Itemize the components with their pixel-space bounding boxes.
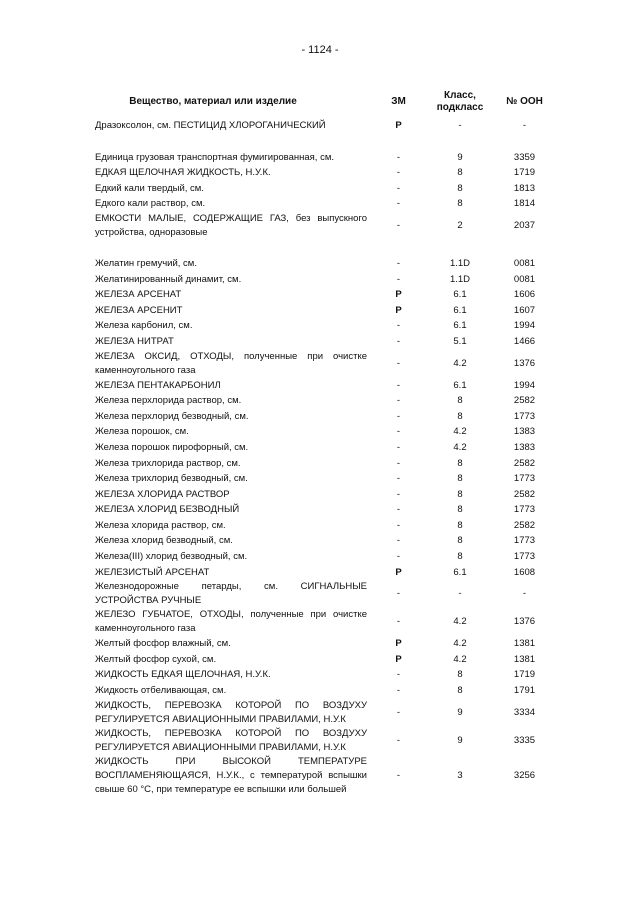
un-number-cell: 1376 bbox=[513, 616, 536, 628]
class-cell: 9 bbox=[457, 734, 463, 746]
un-number-cell: 3256 bbox=[513, 769, 536, 781]
substance-name-cell: Железа трихлорида раствор, см. bbox=[95, 457, 241, 469]
un-number-cell: 1466 bbox=[513, 335, 536, 347]
dangerous-goods-table bbox=[95, 86, 555, 797]
header-marine-pollutant: ЗМ bbox=[391, 96, 406, 107]
substance-name-cell: Железа перхлорида раствор, см. bbox=[95, 395, 242, 407]
table-row bbox=[95, 424, 555, 440]
class-cell: 8 bbox=[457, 167, 463, 179]
class-cell: 8 bbox=[457, 410, 463, 422]
class-cell: 8 bbox=[457, 395, 463, 407]
table-row bbox=[95, 667, 555, 683]
un-number-cell: 1376 bbox=[513, 357, 536, 369]
un-number-cell: 1773 bbox=[513, 473, 536, 485]
substance-name-cell: ЖЕЛЕЗА ХЛОРИД БЕЗВОДНЫЙ bbox=[95, 504, 240, 516]
un-number-cell: 1994 bbox=[513, 320, 536, 332]
un-number-cell: 1719 bbox=[513, 669, 536, 681]
substance-name-cell: Железа трихлорид безводный, см. bbox=[95, 473, 248, 485]
marine-pollutant-cell: - bbox=[396, 441, 401, 453]
class-cell: 9 bbox=[457, 706, 463, 718]
class-cell: 4.2 bbox=[453, 426, 467, 438]
class-cell: 4.2 bbox=[453, 638, 467, 650]
table-row bbox=[95, 318, 555, 334]
marine-pollutant-cell: - bbox=[396, 410, 401, 422]
table-row bbox=[95, 118, 555, 134]
un-number-cell: 2037 bbox=[513, 220, 536, 232]
un-number-cell: 3359 bbox=[513, 151, 536, 163]
un-number-cell: 2582 bbox=[513, 395, 536, 407]
table-row bbox=[95, 565, 555, 581]
table-row bbox=[95, 150, 555, 166]
marine-pollutant-cell: P bbox=[395, 304, 402, 316]
table-body bbox=[95, 118, 555, 797]
class-cell: 6.1 bbox=[453, 304, 467, 316]
marine-pollutant-cell: - bbox=[396, 198, 401, 210]
class-cell: 1.1D bbox=[449, 273, 471, 285]
marine-pollutant-cell: - bbox=[396, 473, 401, 485]
substance-name-cell: ЖЕЛЕЗА АРСЕНАТ bbox=[95, 289, 182, 301]
class-cell: 8 bbox=[457, 488, 463, 500]
class-cell: 8 bbox=[457, 519, 463, 531]
un-number-cell: 1773 bbox=[513, 410, 536, 422]
header-class: Класс, подкласс bbox=[436, 90, 484, 113]
substance-name-cell: Жидкость отбеливающая, см. bbox=[95, 685, 227, 697]
marine-pollutant-cell: - bbox=[396, 706, 401, 718]
un-number-cell: 1814 bbox=[513, 198, 536, 210]
substance-name-cell: Желтый фосфор сухой, см. bbox=[95, 653, 217, 665]
substance-name-cell: Дразоксолон, см. ПЕСТИЦИД ХЛОРОГАНИЧЕСКИЙ bbox=[95, 120, 326, 131]
un-number-cell: 1606 bbox=[513, 289, 536, 301]
un-number-cell: 1813 bbox=[513, 182, 536, 194]
un-number-cell: 1381 bbox=[513, 638, 536, 650]
table-row bbox=[95, 287, 555, 303]
substance-name-cell: Желтый фосфор влажный, см. bbox=[95, 638, 231, 650]
class-cell: 8 bbox=[457, 551, 463, 563]
table-row bbox=[95, 755, 555, 797]
marine-pollutant-cell: - bbox=[396, 357, 401, 369]
substance-name-cell: Железа(III) хлорид безводный, см. bbox=[95, 551, 248, 563]
substance-name-cell: Железа перхлорид безводный, см. bbox=[95, 410, 249, 422]
page-number: - 1124 - bbox=[301, 44, 339, 56]
marine-pollutant-cell: - bbox=[396, 167, 401, 179]
marine-pollutant-cell: - bbox=[396, 151, 401, 163]
table-spacer-row bbox=[95, 134, 555, 150]
un-number-cell: 2582 bbox=[513, 519, 536, 531]
table-row bbox=[95, 440, 555, 456]
header-un-number: № ООН bbox=[506, 96, 543, 107]
un-number-cell: 2582 bbox=[513, 457, 536, 469]
table-row bbox=[95, 549, 555, 565]
table-row bbox=[95, 502, 555, 518]
class-cell: 8 bbox=[457, 198, 463, 210]
class-cell: 3 bbox=[457, 769, 463, 781]
class-cell: 6.1 bbox=[453, 289, 467, 301]
un-number-cell: - bbox=[522, 588, 527, 600]
table-row bbox=[95, 181, 555, 197]
table-row bbox=[95, 699, 555, 727]
un-number-cell: 1383 bbox=[513, 441, 536, 453]
table-row bbox=[95, 471, 555, 487]
spacer-cell bbox=[95, 240, 555, 256]
marine-pollutant-cell: - bbox=[396, 488, 401, 500]
table-row bbox=[95, 272, 555, 288]
substance-name-cell: Едкого кали раствор, см. bbox=[95, 198, 206, 210]
table-row bbox=[95, 334, 555, 350]
marine-pollutant-cell: - bbox=[396, 220, 401, 232]
class-cell: 6.1 bbox=[453, 379, 467, 391]
table-row bbox=[95, 533, 555, 549]
class-cell: 8 bbox=[457, 685, 463, 697]
marine-pollutant-cell: - bbox=[396, 182, 401, 194]
un-number-cell: 2582 bbox=[513, 488, 536, 500]
table-row bbox=[95, 256, 555, 272]
class-cell: 5.1 bbox=[453, 335, 467, 347]
substance-name-cell: ЖИДКОСТЬ ЕДКАЯ ЩЕЛОЧНАЯ, Н.У.К. bbox=[95, 669, 271, 681]
marine-pollutant-cell: - bbox=[396, 535, 401, 547]
un-number-cell: 1773 bbox=[513, 551, 536, 563]
table-row bbox=[95, 409, 555, 425]
substance-name-cell: ЕМКОСТИ МАЛЫЕ, СОДЕРЖАЩИЕ ГАЗ, без выпускного устройства, одноразовые bbox=[95, 212, 370, 238]
substance-name-cell: ЖЕЛЕЗА ХЛОРИДА РАСТВОР bbox=[95, 488, 230, 500]
marine-pollutant-cell: - bbox=[396, 426, 401, 438]
table-row bbox=[95, 580, 555, 608]
un-number-cell: 3335 bbox=[513, 734, 536, 746]
marine-pollutant-cell: - bbox=[396, 320, 401, 332]
marine-pollutant-cell: - bbox=[396, 551, 401, 563]
un-number-cell: 1773 bbox=[513, 504, 536, 516]
substance-name-cell: Железнодорожные петарды, см. СИГНАЛЬНЫЕ УСТРОЙСТВА РУЧНЫЕ bbox=[95, 581, 370, 607]
marine-pollutant-cell: - bbox=[396, 769, 401, 781]
class-cell: 6.1 bbox=[453, 566, 467, 578]
un-number-cell: 1994 bbox=[513, 379, 536, 391]
class-cell: 4.2 bbox=[453, 616, 467, 628]
substance-name-cell: ЖИДКОСТЬ, ПЕРЕВОЗКА КОТОРОЙ ПО ВОЗДУХУ РЕГУЛИРУЕТСЯ АВИАЦИОННЫМИ ПРАВИЛАМИ, Н.У.К bbox=[95, 727, 370, 753]
table-row bbox=[95, 196, 555, 212]
substance-name-cell: ЖЕЛЕЗА ПЕНТАКАРБОНИЛ bbox=[95, 379, 221, 391]
substance-name-cell: Желатин гремучий, см. bbox=[95, 257, 197, 269]
header-substance: Вещество, материал или изделие bbox=[129, 96, 297, 107]
table-header-row bbox=[95, 86, 555, 118]
marine-pollutant-cell: - bbox=[396, 504, 401, 516]
marine-pollutant-cell: P bbox=[395, 653, 402, 665]
class-cell: 9 bbox=[457, 151, 463, 163]
marine-pollutant-cell: - bbox=[396, 734, 401, 746]
table-row bbox=[95, 727, 555, 755]
un-number-cell: 1773 bbox=[513, 535, 536, 547]
un-number-cell: 0081 bbox=[513, 273, 536, 285]
marine-pollutant-cell: - bbox=[396, 335, 401, 347]
substance-name-cell: ЖЕЛЕЗА НИТРАТ bbox=[95, 335, 174, 347]
class-cell: 4.2 bbox=[453, 441, 467, 453]
un-number-cell: 1383 bbox=[513, 426, 536, 438]
substance-name-cell: ЖИДКОСТЬ ПРИ ВЫСОКОЙ ТЕМПЕРАТУРЕ ВОСПЛАМЕНЯЮЩАЯСЯ, Н.У.К., с температурой вспышки свыше 60 °С, при температуре ее вспышки или большей bbox=[95, 755, 370, 795]
substance-name-cell: Железа карбонил, см. bbox=[95, 320, 193, 332]
table-row bbox=[95, 303, 555, 319]
class-cell: 1.1D bbox=[449, 257, 471, 269]
marine-pollutant-cell: P bbox=[395, 120, 402, 131]
un-number-cell: 3334 bbox=[513, 706, 536, 718]
marine-pollutant-cell: - bbox=[396, 273, 401, 285]
un-number-cell: 1719 bbox=[513, 167, 536, 179]
table-row bbox=[95, 652, 555, 668]
marine-pollutant-cell: P bbox=[395, 638, 402, 650]
substance-name-cell: Железа порошок пирофорный, см. bbox=[95, 441, 249, 453]
marine-pollutant-cell: - bbox=[396, 257, 401, 269]
spacer-cell bbox=[95, 134, 555, 150]
table-row bbox=[95, 683, 555, 699]
substance-name-cell: ЖЕЛЕЗА ОКСИД, ОТХОДЫ, полученные при очистке каменноугольного газа bbox=[95, 350, 370, 376]
table-row bbox=[95, 487, 555, 503]
substance-name-cell: Желатинированный динамит, см. bbox=[95, 273, 242, 285]
class-cell: 4.2 bbox=[453, 653, 467, 665]
table-row bbox=[95, 378, 555, 394]
marine-pollutant-cell: P bbox=[395, 566, 402, 578]
substance-name-cell: ЖЕЛЕЗА АРСЕНИТ bbox=[95, 304, 183, 316]
marine-pollutant-cell: - bbox=[396, 588, 401, 600]
un-number-cell: 1791 bbox=[513, 685, 536, 697]
substance-name-cell: ЕДКАЯ ЩЕЛОЧНАЯ ЖИДКОСТЬ, Н.У.К. bbox=[95, 167, 271, 179]
un-number-cell: - bbox=[522, 120, 527, 131]
marine-pollutant-cell: - bbox=[396, 519, 401, 531]
substance-name-cell: ЖЕЛЕЗИСТЫЙ АРСЕНАТ bbox=[95, 566, 210, 578]
table-spacer-row bbox=[95, 240, 555, 256]
table-row bbox=[95, 350, 555, 378]
class-cell: 8 bbox=[457, 669, 463, 681]
table-row bbox=[95, 393, 555, 409]
un-number-cell: 1608 bbox=[513, 566, 536, 578]
table-row bbox=[95, 608, 555, 636]
substance-name-cell: Едкий кали твердый, см. bbox=[95, 182, 204, 194]
class-cell: 8 bbox=[457, 473, 463, 485]
marine-pollutant-cell: - bbox=[396, 379, 401, 391]
class-cell: 8 bbox=[457, 182, 463, 194]
marine-pollutant-cell: - bbox=[396, 395, 401, 407]
table-row bbox=[95, 456, 555, 472]
marine-pollutant-cell: - bbox=[396, 669, 401, 681]
table-row bbox=[95, 518, 555, 534]
substance-name-cell: Железа хлорида раствор, см. bbox=[95, 519, 226, 531]
table-row bbox=[95, 212, 555, 240]
substance-name-cell: ЖИДКОСТЬ, ПЕРЕВОЗКА КОТОРОЙ ПО ВОЗДУХУ РЕГУЛИРУЕТСЯ АВИАЦИОННЫМИ ПРАВИЛАМИ, Н.У.К bbox=[95, 699, 370, 725]
marine-pollutant-cell: - bbox=[396, 685, 401, 697]
un-number-cell: 1607 bbox=[513, 304, 536, 316]
substance-name-cell: Единица грузовая транспортная фумигированная, см. bbox=[95, 151, 334, 163]
class-cell: 4.2 bbox=[453, 357, 467, 369]
class-cell: - bbox=[458, 120, 462, 131]
class-cell: - bbox=[458, 588, 462, 600]
substance-name-cell: Железа хлорид безводный, см. bbox=[95, 535, 233, 547]
un-number-cell: 0081 bbox=[513, 257, 536, 269]
class-cell: 6.1 bbox=[453, 320, 467, 332]
un-number-cell: 1381 bbox=[513, 653, 536, 665]
marine-pollutant-cell: - bbox=[396, 616, 401, 628]
class-cell: 8 bbox=[457, 504, 463, 516]
table-row bbox=[95, 165, 555, 181]
marine-pollutant-cell: P bbox=[395, 289, 402, 301]
class-cell: 8 bbox=[457, 535, 463, 547]
table-row bbox=[95, 636, 555, 652]
substance-name-cell: Железа порошок, см. bbox=[95, 426, 189, 438]
substance-name-cell: ЖЕЛЕЗО ГУБЧАТОЕ, ОТХОДЫ, полученные при очистке каменноугольного газа bbox=[95, 609, 370, 635]
class-cell: 8 bbox=[457, 457, 463, 469]
class-cell: 2 bbox=[457, 220, 463, 232]
marine-pollutant-cell: - bbox=[396, 457, 401, 469]
